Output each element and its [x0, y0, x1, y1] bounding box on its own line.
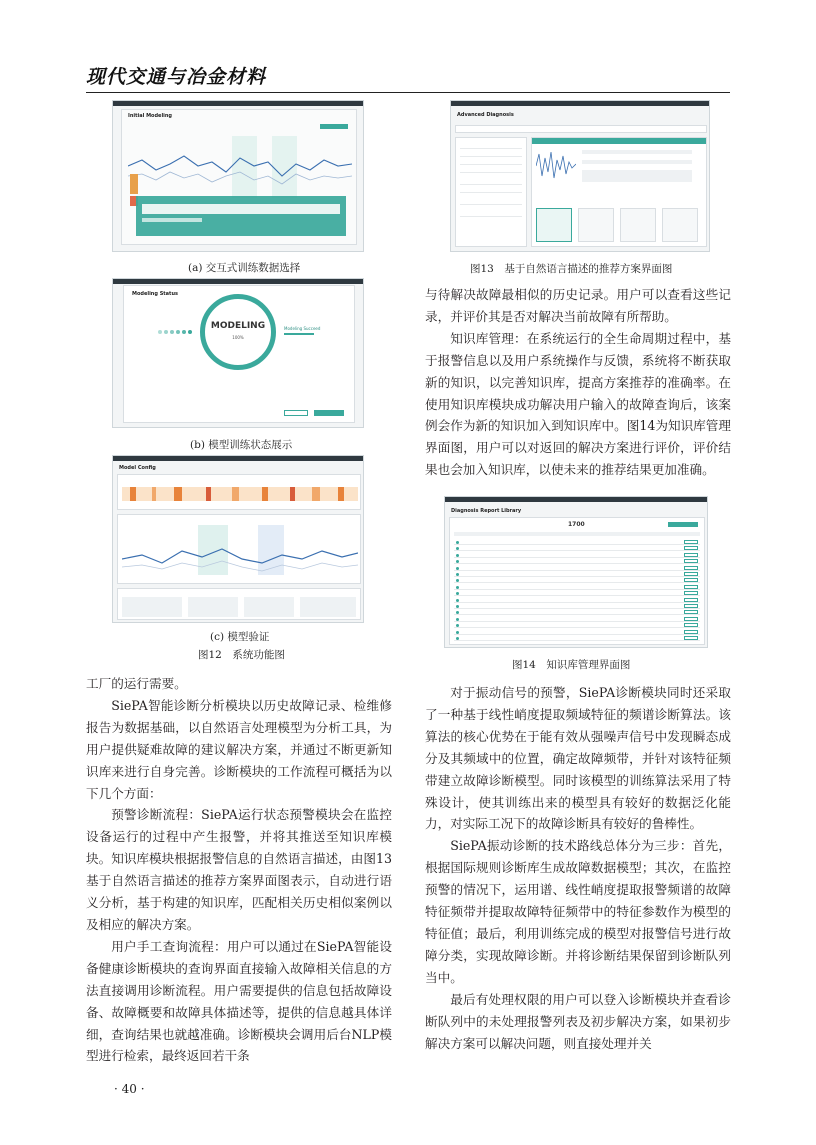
paragraph: 知识库管理：在系统运行的全生命周期过程中，基于报警信息以及用户系统操作与反馈，系统将不断获取新的知识，以完善知识库，提高方案推荐的准确率。在使用知识库模块成功解决用户输入的故障查询后，该案例会作为新的知识加入到知识库中。图14为知识库管理界面图，用户可以对返回的解决方案进行评价，评价结果也会加入知识库，以使未来的推荐结果更加准确。 — [425, 330, 731, 478]
fig13-signal-plot — [536, 148, 576, 184]
modeling-percent: 100% — [232, 335, 244, 340]
paragraph: 用户手工查询流程：用户可以通过在SiePA智能设备健康诊断模块的查询界面直接输入故障相关信息的方法直接调用诊断流程。用户需要提供的信息包括故障设备、故障概要和故障具体描述等，提供的信息越具体详细，查询结果也就越准确。诊断模块会调用后台NLP模型进行检索，最终返回若干条 — [86, 938, 392, 1064]
kb-table-row — [454, 578, 700, 583]
kb-row-status-dot — [456, 605, 459, 608]
kb-row-status-dot — [456, 560, 459, 563]
kb-table-row — [454, 572, 700, 577]
kb-row-action-button[interactable] — [684, 553, 698, 557]
kb-row-action-button[interactable] — [684, 540, 698, 544]
left-column-text — [86, 673, 392, 1067]
fig12a-selection-panel — [136, 196, 346, 236]
kb-table-row — [454, 610, 700, 615]
kb-table-row — [454, 585, 700, 590]
paragraph: 工厂的运行需要。 — [86, 676, 187, 691]
figure-13-caption: 图13 基于自然语言描述的推荐方案界面图 — [470, 263, 673, 275]
kb-row-status-dot — [456, 547, 459, 550]
kb-table-row — [454, 617, 700, 622]
kb-row-action-button[interactable] — [684, 559, 698, 563]
figure-12b-screenshot — [112, 278, 364, 428]
paragraph: 对于振动信号的预警，SiePA诊断模块同时还采取了一种基于线性峭度提取频域特征的频谱诊断算法。该算法的核心优势在于能有效从强噪声信号中发现瞬态成分及其频域中的位置，确定故障频带，并针对该特征频带建立故障诊断模型。同时该模型的训练算法采用了特殊设计，使其训练出来的模型具有较好的数据泛化能力，对实际工况下的故障诊断具有较好的鲁棒性。 — [425, 685, 731, 832]
kb-row-action-button[interactable] — [684, 598, 698, 602]
kb-row-status-dot — [456, 624, 459, 627]
figure-12c-screenshot — [112, 455, 364, 623]
kb-table-row — [454, 623, 700, 628]
kb-row-action-button[interactable] — [684, 546, 698, 550]
kb-row-action-button[interactable] — [684, 572, 698, 576]
fig12c-screen-title: Model Config — [119, 465, 156, 471]
paragraph: SiePA智能诊断分析模块以历史故障记录、检维修报告为数据基础，以自然语言处理模型为分析工具，为用户提供疑难故障的建议解决方案，并通过不断更新知识库来进行自身完善。诊断模块的工作流程可概括为以下几个方面： — [86, 697, 392, 801]
kb-table-row — [454, 630, 700, 635]
right-column-bottom-text — [425, 682, 731, 1054]
page-number: · 40 · — [114, 1082, 145, 1096]
kb-row-action-button[interactable] — [684, 604, 698, 608]
figure-12-caption: 图12 系统功能图 — [198, 649, 285, 661]
kb-table-row — [454, 540, 700, 545]
kb-row-action-button[interactable] — [684, 623, 698, 627]
figure-14-screenshot — [444, 496, 708, 648]
paragraph: SiePA振动诊断的技术路线总体分为三步：首先，根据国际规则诊断库生成故障数据模型；其次，在监控预警的情况下，运用谱、线性峭度提取报警频谱的故障特征频带并提取故障特征频带中的特征参数作为模型的特征值；最后，利用训练完成的模型对报警信号进行故障分类，实现故障诊断。并将诊断结果保留到诊断队列当中。 — [425, 838, 731, 985]
paragraph: 最后有处理权限的用户可以登入诊断模块并查看诊断队列中的未处理报警列表及初步解决方案，如果初步解决方案可以解决问题，则直接处理并关 — [425, 991, 731, 1051]
kb-table-row — [454, 591, 700, 596]
fig14-screen-title: Diagnosis Report Library — [451, 508, 522, 514]
kb-row-status-dot — [456, 611, 459, 614]
modeling-status-text: MODELING — [210, 321, 266, 331]
fig13-screen-title: Advanced Diagnosis — [457, 112, 514, 118]
kb-row-action-button[interactable] — [684, 566, 698, 570]
kb-row-status-dot — [456, 579, 459, 582]
fig12b-screen-title: Modeling Status — [132, 291, 178, 297]
figure-12a-caption: (a) 交互式训练数据选择 — [188, 262, 301, 274]
paragraph: 与待解决故障最相似的历史记录。用户可以查看这些记录，并评价其是否对解决当前故障有所帮助。 — [425, 287, 731, 324]
kb-row-status-dot — [456, 573, 459, 576]
kb-row-status-dot — [456, 599, 459, 602]
kb-table-row — [454, 553, 700, 558]
fig12b-back-button[interactable] — [284, 410, 308, 416]
figure-12a-screenshot — [112, 100, 364, 252]
fig14-record-count: 1700 — [568, 521, 585, 528]
header-rule — [86, 92, 730, 93]
kb-table-row — [454, 566, 700, 571]
kb-row-action-button[interactable] — [684, 630, 698, 634]
figure-13-screenshot — [450, 100, 710, 252]
journal-logo: 现代交通与冶金材料 — [86, 66, 267, 88]
kb-table-row — [454, 546, 700, 551]
kb-row-status-dot — [456, 592, 459, 595]
paragraph: 预警诊断流程：SiePA运行状态预警模块会在监控设备运行的过程中产生报警，并将其推送至知识库模块。知识库模块根据报警信息的自然语言描述，由图13基于自然语言描述的推荐方案界面图表示，自动进行语义分析，基于构建的知识库，匹配相关历史相似案例以及相应的解决方案。 — [86, 807, 392, 932]
fig12a-line-plot — [128, 136, 352, 200]
kb-table-row — [454, 636, 700, 641]
kb-row-action-button[interactable] — [684, 610, 698, 614]
kb-row-status-dot — [456, 554, 459, 557]
kb-row-action-button[interactable] — [684, 636, 698, 640]
kb-row-status-dot — [456, 567, 459, 570]
kb-row-action-button[interactable] — [684, 585, 698, 589]
figure-14-caption: 图14 知识库管理界面图 — [512, 659, 631, 671]
figure-12b-caption: (b) 模型训练状态展示 — [190, 439, 293, 451]
modeling-progress-ring — [200, 294, 276, 370]
kb-row-status-dot — [456, 618, 459, 621]
fig12c-heat-strip — [122, 487, 358, 501]
kb-row-status-dot — [456, 541, 459, 544]
kb-row-status-dot — [456, 637, 459, 640]
kb-table-row — [454, 559, 700, 564]
figure-12c-caption: (c) 模型验证 — [210, 631, 270, 643]
right-column-top-text — [425, 284, 731, 481]
kb-table-row — [454, 604, 700, 609]
kb-row-status-dot — [456, 586, 459, 589]
kb-table-row — [454, 598, 700, 603]
fig12c-line-plot — [122, 529, 358, 579]
kb-row-action-button[interactable] — [684, 617, 698, 621]
fig12b-next-button[interactable] — [314, 410, 344, 416]
fig12a-screen-title: Initial Modeling — [128, 113, 173, 119]
kb-row-action-button[interactable] — [684, 591, 698, 595]
kb-row-status-dot — [456, 631, 459, 634]
kb-row-action-button[interactable] — [684, 578, 698, 582]
modeling-success-text: Modeling Succeed — [284, 326, 321, 331]
